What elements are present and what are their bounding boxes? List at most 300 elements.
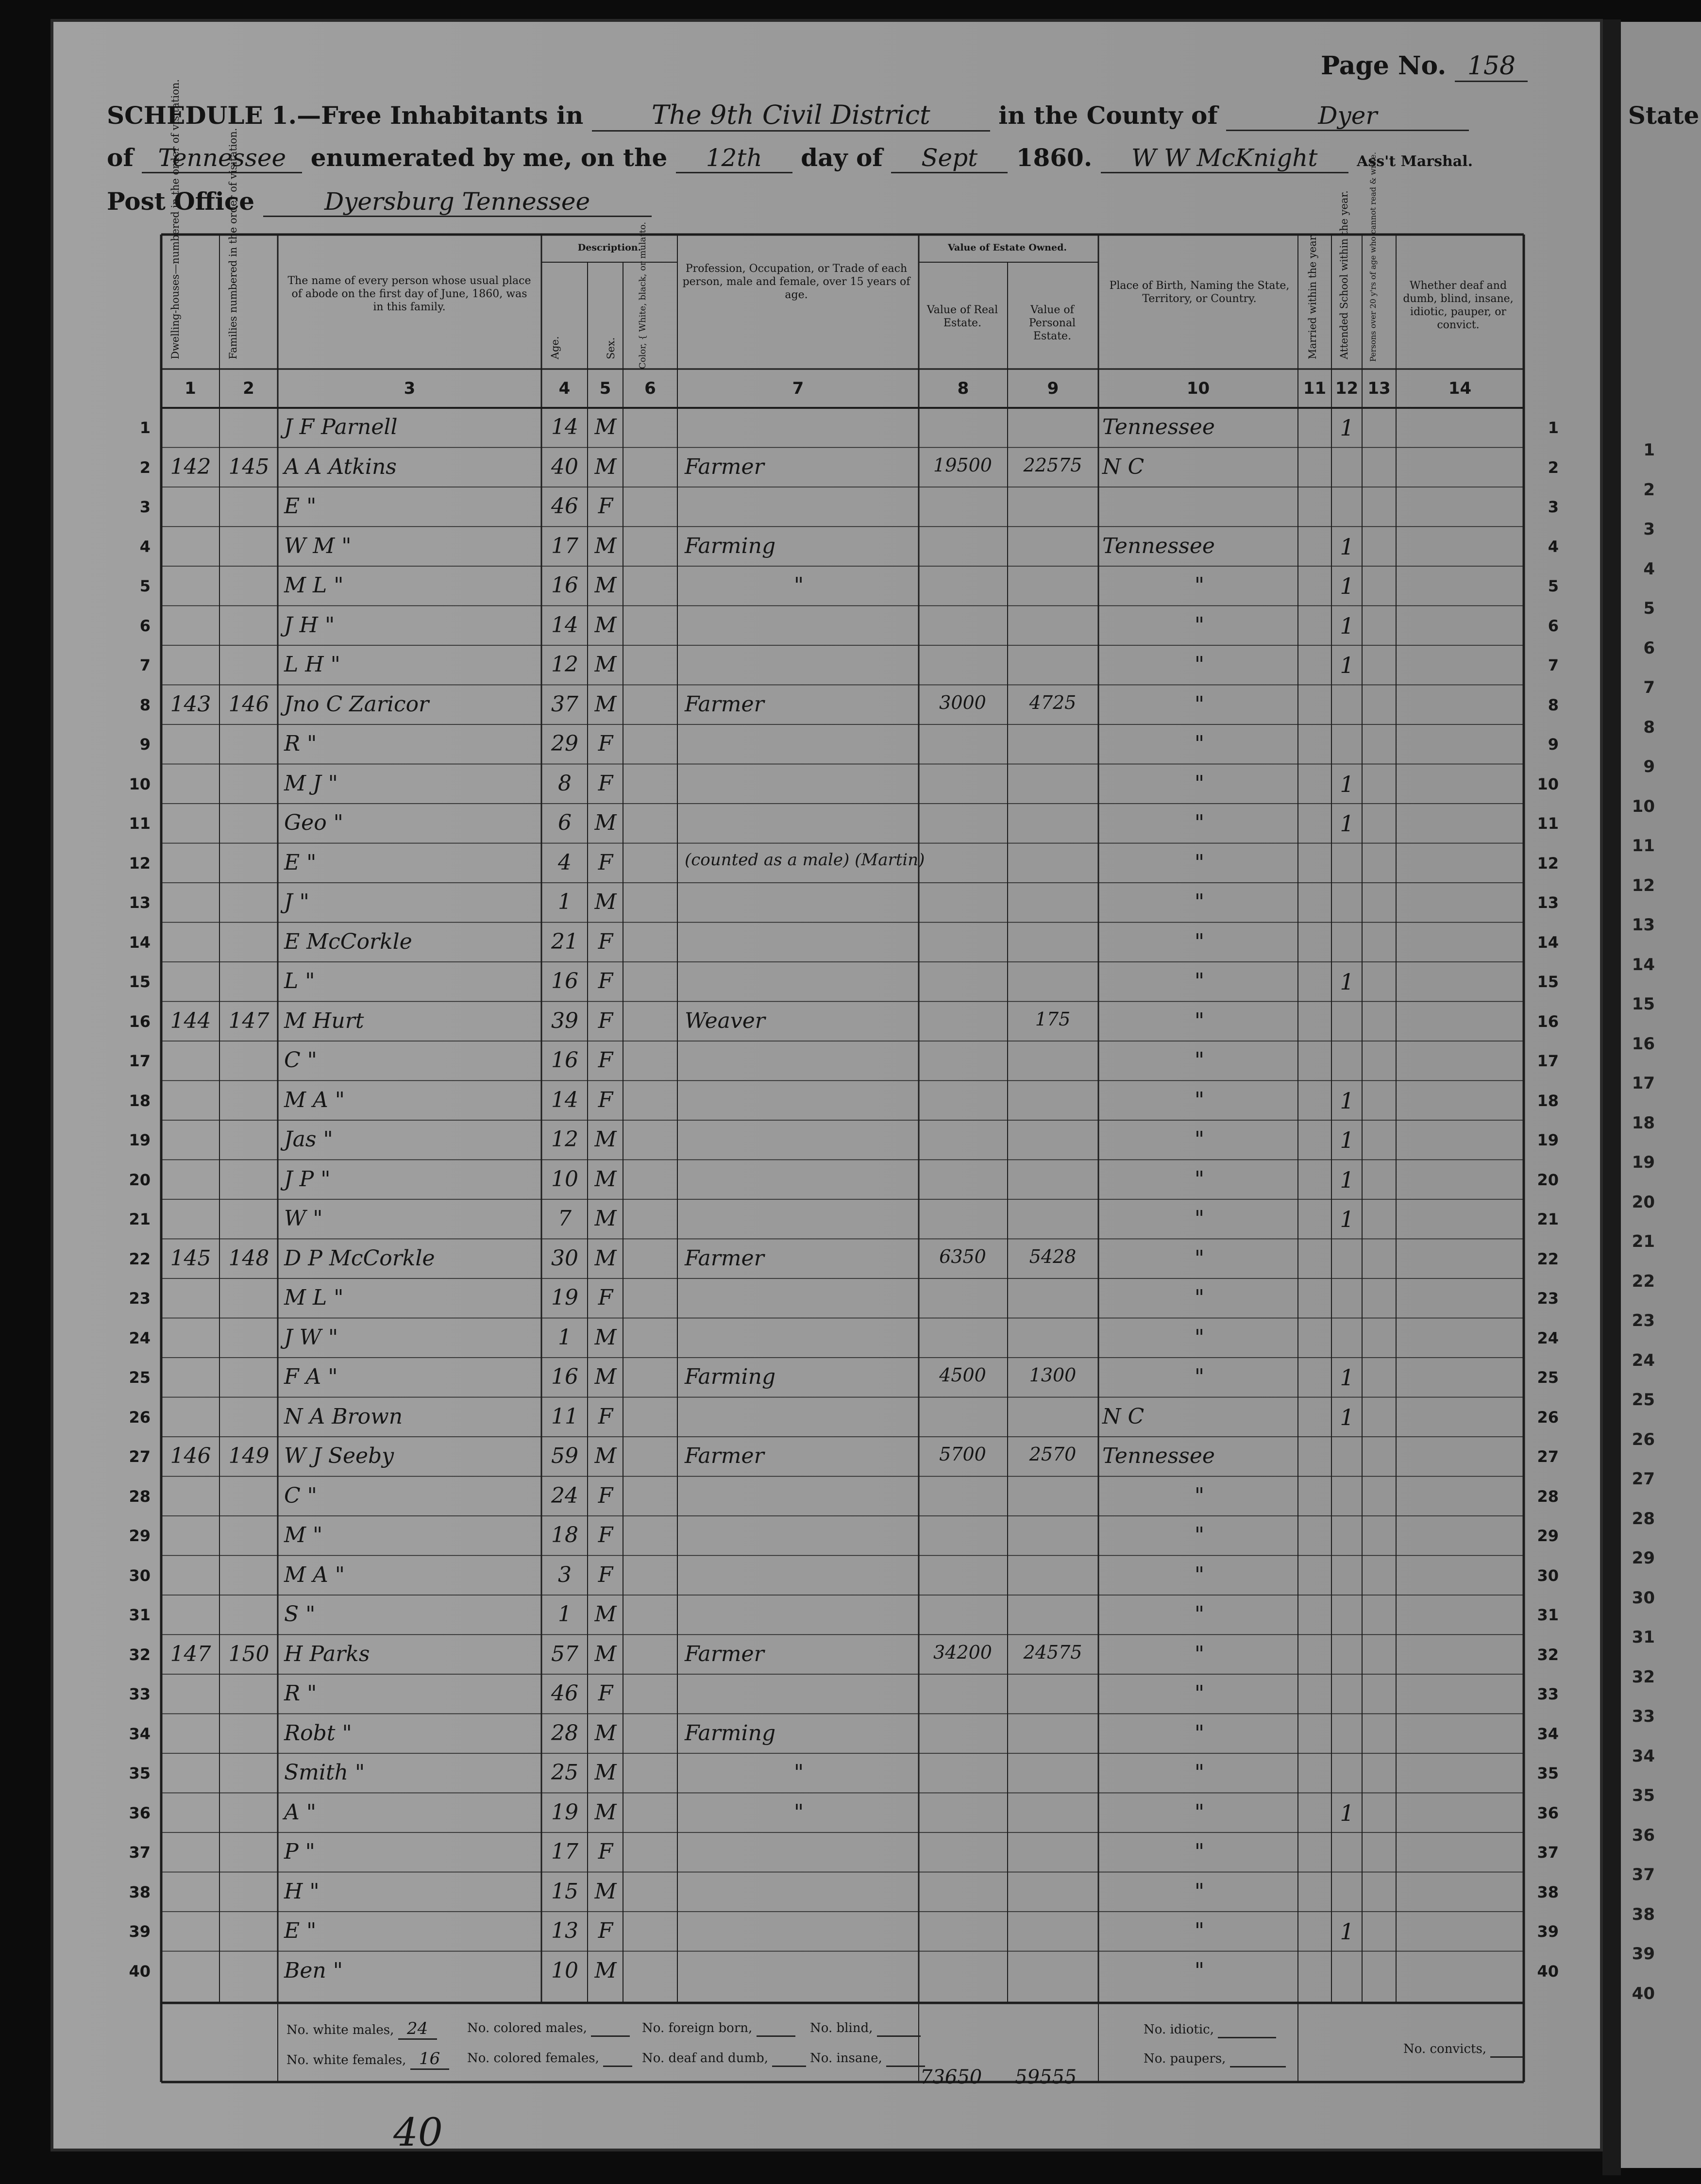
person-name: W M ": [284, 533, 352, 558]
person-name: Robt ": [284, 1720, 352, 1746]
sex: F: [598, 1562, 613, 1587]
person-name: M L ": [284, 573, 344, 598]
colored-males-label: No. colored males,: [467, 2021, 587, 2035]
adjacent-line-number: 20: [1632, 1192, 1655, 1212]
birthplace: ": [1194, 1839, 1205, 1864]
line-number-right: 1: [1548, 419, 1559, 437]
dwelling-number: 146: [170, 1444, 211, 1468]
age: 17: [551, 533, 578, 558]
adjacent-line-number: 28: [1632, 1509, 1655, 1529]
birthplace: Tennessee: [1102, 415, 1215, 439]
line-number-right: 11: [1537, 814, 1559, 833]
person-name: F A ": [284, 1364, 338, 1389]
birthplace: N C: [1102, 1404, 1145, 1429]
column-number: 6: [644, 379, 656, 398]
line-number-left: 25: [129, 1368, 151, 1387]
birthplace: ": [1194, 969, 1205, 993]
white-females-label: No. white females,: [286, 2053, 406, 2067]
real-estate-value: 6350: [939, 1245, 986, 1267]
line-number-left: 19: [129, 1131, 151, 1149]
sex: M: [594, 1799, 617, 1825]
column-number: 8: [957, 379, 969, 398]
birthplace: ": [1194, 890, 1205, 914]
age: 14: [551, 612, 578, 638]
sex: M: [594, 691, 617, 717]
sex: F: [598, 969, 613, 993]
col-header-color: Color, { White, black, or mulatto.: [638, 221, 648, 369]
person-name: E ": [284, 850, 317, 875]
sex: M: [594, 415, 617, 439]
column-number: 3: [404, 379, 416, 398]
col-header-married: Married within the year.: [1307, 233, 1318, 359]
line-number-right: 16: [1537, 1012, 1559, 1031]
line-number-right: 7: [1548, 656, 1559, 674]
sex: M: [594, 1760, 617, 1785]
column-number: 10: [1186, 379, 1210, 398]
age: 12: [551, 1127, 578, 1152]
line-number-right: 15: [1537, 973, 1559, 991]
person-name: J F Parnell: [284, 415, 398, 439]
sex: F: [598, 929, 613, 954]
personal-estate-value: 22575: [1023, 454, 1082, 476]
white-males-value: 24: [398, 2019, 437, 2040]
birthplace: ": [1194, 1681, 1205, 1706]
attended-school-mark: 1: [1340, 1404, 1354, 1430]
birthplace: ": [1194, 1799, 1205, 1825]
attended-school-mark: 1: [1340, 1087, 1354, 1114]
marshal-label: Ass't Marshal.: [1357, 153, 1473, 170]
sex: F: [598, 1918, 613, 1943]
birthplace: Tennessee: [1102, 1444, 1215, 1468]
birthplace: ": [1194, 1206, 1205, 1231]
convicts-label: No. convicts,: [1403, 2042, 1487, 2056]
line-number-right: 33: [1537, 1685, 1559, 1703]
margin-note: 40: [393, 2110, 443, 2155]
col-header-disability: Whether deaf and dumb, blind, insane, idiotic, pauper, or convict.: [1403, 280, 1514, 331]
line-number-right: 32: [1537, 1645, 1559, 1664]
col-header-school: Attended School within the year.: [1338, 190, 1350, 359]
age: 3: [558, 1562, 572, 1587]
occupation: Farming: [685, 1364, 776, 1389]
age: 14: [551, 415, 578, 439]
adjacent-line-number: 3: [1643, 520, 1655, 539]
line-number-right: 14: [1537, 933, 1559, 952]
birthplace: ": [1194, 1562, 1205, 1587]
age: 15: [551, 1879, 578, 1904]
line-number-right: 30: [1537, 1566, 1559, 1585]
year-label: 1860.: [1016, 143, 1093, 172]
line-number-left: 4: [139, 537, 151, 556]
birthplace: N C: [1102, 454, 1145, 479]
occupation: ": [793, 1799, 804, 1825]
sex: M: [594, 454, 617, 479]
white-females-line: [286, 2049, 449, 2070]
person-name: M L ": [284, 1285, 344, 1310]
line-number-left: 29: [129, 1527, 151, 1545]
line-number-right: 12: [1537, 854, 1559, 873]
adjacent-line-number: 19: [1632, 1153, 1655, 1172]
birthplace: ": [1194, 929, 1205, 954]
occupation: Farmer: [685, 454, 764, 479]
line-number-right: 37: [1537, 1843, 1559, 1862]
age: 1: [558, 1602, 572, 1627]
sex: F: [598, 1087, 613, 1112]
idiotic-line: [1144, 2022, 1276, 2038]
sex: M: [594, 1245, 617, 1271]
age: 25: [551, 1760, 578, 1785]
person-name: M A ": [284, 1562, 345, 1587]
line-number-left: 23: [129, 1289, 151, 1308]
birthplace: ": [1194, 1087, 1205, 1112]
line-number-left: 2: [139, 458, 151, 477]
sex: M: [594, 1879, 617, 1904]
age: 1: [558, 1325, 572, 1350]
birthplace: Tennessee: [1102, 533, 1215, 558]
column-number: 7: [792, 379, 804, 398]
line-number-right: 2: [1548, 458, 1559, 477]
line-number-left: 36: [129, 1803, 151, 1822]
colored-females-label: No. colored females,: [467, 2051, 599, 2066]
line-number-right: 13: [1537, 893, 1559, 912]
person-name: C ": [284, 1048, 317, 1073]
person-name: R ": [284, 731, 317, 756]
birthplace: ": [1194, 573, 1205, 598]
person-name: L H ": [284, 652, 340, 677]
attended-school-mark: 1: [1340, 1364, 1354, 1391]
civil-district-value: The 9th Civil District: [592, 100, 990, 132]
age: 4: [558, 850, 572, 875]
insane-label: No. insane,: [810, 2051, 882, 2066]
birthplace: ": [1194, 1285, 1205, 1310]
dwelling-number: 144: [170, 1008, 211, 1033]
day-of-label: day of: [801, 143, 883, 172]
col-header-name: The name of every person whose usual place of abode on the first day of June, 1860, was in this family.: [287, 275, 531, 313]
birthplace: ": [1194, 652, 1205, 677]
occupation: Farming: [685, 1720, 776, 1746]
occupation: (counted as a male) (Martin): [685, 850, 925, 870]
sex: M: [594, 1444, 617, 1468]
adjacent-line-number: 15: [1632, 994, 1655, 1014]
birthplace: ": [1194, 1523, 1205, 1547]
line-number-right: 20: [1537, 1170, 1559, 1189]
line-number-right: 26: [1537, 1408, 1559, 1427]
adjacent-line-number: 17: [1632, 1074, 1655, 1093]
deaf-dumb-label: No. deaf and dumb,: [642, 2051, 768, 2066]
adjacent-line-number: 18: [1632, 1113, 1655, 1133]
personal-estate-total: 59555: [1015, 2066, 1077, 2088]
col-header-illiterate: Persons over 20 y'rs of age who cannot read & write.: [1368, 151, 1378, 362]
line-number-left: 12: [129, 854, 151, 873]
adjacent-line-number: 32: [1632, 1667, 1655, 1687]
line-number-left: 31: [129, 1606, 151, 1624]
person-name: M A ": [284, 1087, 345, 1112]
line-number-left: 20: [129, 1170, 151, 1189]
occupation: Weaver: [685, 1008, 765, 1033]
adjacent-line-number: 13: [1632, 915, 1655, 935]
attended-school-mark: 1: [1340, 969, 1354, 995]
family-number: 145: [228, 454, 269, 479]
line-number-right: 10: [1537, 774, 1559, 793]
sex: M: [594, 1641, 617, 1666]
attended-school-mark: 1: [1340, 652, 1354, 678]
line-number-left: 13: [129, 893, 151, 912]
day-value: 12th: [676, 144, 792, 173]
col-header-dwelling: [169, 248, 182, 359]
real-estate-total: 73650: [920, 2066, 982, 2088]
age: 21: [551, 929, 578, 954]
age: 46: [551, 1681, 578, 1706]
real-estate-value: 34200: [933, 1641, 992, 1663]
person-name: S ": [284, 1602, 316, 1627]
adjacent-line-number: 31: [1632, 1628, 1655, 1647]
adjacent-line-number: 36: [1632, 1825, 1655, 1845]
line-number-right: 27: [1537, 1447, 1559, 1466]
adjacent-line-number: 12: [1632, 875, 1655, 895]
adjacent-line-number: 38: [1632, 1904, 1655, 1924]
age: 40: [551, 454, 578, 479]
adjacent-line-number: 7: [1643, 678, 1655, 697]
person-name: Geo ": [284, 810, 343, 835]
birthplace: ": [1194, 1364, 1205, 1389]
blind-line: [810, 2021, 921, 2037]
deaf-dumb-line: [642, 2051, 806, 2067]
column-number: 4: [558, 379, 571, 398]
column-number: 13: [1367, 379, 1391, 398]
line-number-right: 36: [1537, 1803, 1559, 1822]
personal-estate-value: 4725: [1029, 691, 1077, 713]
line-number-left: 3: [139, 498, 151, 516]
personal-estate-value: 175: [1035, 1008, 1071, 1030]
col-header-family: [227, 248, 240, 359]
line-number-left: 38: [129, 1882, 151, 1901]
line-number-right: 39: [1537, 1922, 1559, 1941]
person-name: E McCorkle: [284, 929, 412, 954]
dwelling-number: 142: [170, 454, 211, 479]
line-number-left: 8: [139, 695, 151, 714]
adjacent-line-number: 26: [1632, 1429, 1655, 1449]
convicts-line: [1403, 2042, 1524, 2058]
line-number-left: 37: [129, 1843, 151, 1862]
line-number-right: 38: [1537, 1882, 1559, 1901]
attended-school-mark: 1: [1340, 533, 1354, 560]
adjacent-line-number: 39: [1632, 1944, 1655, 1964]
month-value: Sept: [891, 144, 1008, 173]
adjacent-line-number: 25: [1632, 1390, 1655, 1410]
line-number-right: 19: [1537, 1131, 1559, 1149]
line-number-left: 21: [129, 1210, 151, 1228]
sex: M: [594, 1364, 617, 1389]
column-number: 1: [185, 379, 196, 398]
line-number-right: 31: [1537, 1606, 1559, 1624]
paupers-label: No. paupers,: [1144, 2051, 1226, 2066]
paupers-line: [1144, 2051, 1286, 2067]
age: 30: [551, 1245, 578, 1271]
blind-label: No. blind,: [810, 2021, 873, 2035]
line-number-right: 34: [1537, 1724, 1559, 1743]
age: 8: [558, 771, 572, 796]
person-name: M Hurt: [284, 1008, 364, 1033]
adjacent-line-number: 4: [1643, 559, 1655, 579]
sex: M: [594, 1602, 617, 1627]
sex: M: [594, 1206, 617, 1231]
column-number: 5: [599, 379, 611, 398]
person-name: C ": [284, 1483, 317, 1508]
adjacent-line-number: 11: [1632, 836, 1655, 856]
attended-school-mark: 1: [1340, 612, 1354, 639]
personal-estate-value: 5428: [1029, 1245, 1077, 1267]
adjacent-line-number: 10: [1632, 796, 1655, 816]
column-number: 12: [1335, 379, 1359, 398]
adjacent-line-number: 33: [1632, 1707, 1655, 1726]
white-males-label: No. white males,: [286, 2023, 394, 2037]
line-number-right: 28: [1537, 1487, 1559, 1506]
line-number-right: 25: [1537, 1368, 1559, 1387]
colored-females-line: [467, 2051, 632, 2067]
column-number: 9: [1047, 379, 1059, 398]
occupation: ": [793, 1760, 804, 1785]
sex: F: [598, 1008, 613, 1033]
attended-school-mark: 1: [1340, 771, 1354, 797]
age: 59: [551, 1444, 578, 1468]
adjacent-line-number: 6: [1643, 638, 1655, 658]
age: 24: [551, 1483, 578, 1508]
occupation: ": [793, 573, 804, 598]
birthplace: ": [1194, 1127, 1205, 1152]
state-label: State: [1628, 101, 1700, 130]
age: 57: [551, 1641, 578, 1666]
person-name: Jas ": [284, 1127, 333, 1152]
colored-males-line: [467, 2021, 630, 2037]
birthplace: ": [1194, 771, 1205, 796]
col-header-occupation: Profession, Occupation, or Trade of each person, male and female, over 15 years of age.: [682, 263, 910, 301]
line-number-left: 11: [129, 814, 151, 833]
age: 16: [551, 969, 578, 993]
col-header-birthplace: Place of Birth, Naming the State, Territory, or Country.: [1109, 280, 1290, 305]
age: 16: [551, 1364, 578, 1389]
adjacent-line-number: 21: [1632, 1232, 1655, 1251]
line-number-left: 6: [139, 616, 151, 635]
sex: F: [598, 1681, 613, 1706]
age: 7: [558, 1206, 572, 1231]
person-name: A ": [284, 1799, 316, 1825]
occupation: Farming: [685, 533, 776, 558]
line-number-right: 3: [1548, 498, 1559, 516]
adjacent-line-number: 5: [1643, 599, 1655, 618]
post-office-value: Dyersburg Tennessee: [263, 187, 652, 217]
sex: M: [594, 810, 617, 835]
page-number-value: 158: [1455, 51, 1528, 82]
adjacent-line-number: 24: [1632, 1350, 1655, 1370]
line-number-right: 35: [1537, 1764, 1559, 1782]
insane-line: [810, 2051, 925, 2067]
birthplace: ": [1194, 850, 1205, 875]
line-number-left: 27: [129, 1447, 151, 1466]
person-name: N A Brown: [284, 1404, 403, 1429]
line-number-left: 14: [129, 933, 151, 952]
line-number-right: 17: [1537, 1052, 1559, 1070]
sex: F: [598, 1404, 613, 1429]
person-name: W ": [284, 1206, 323, 1231]
adjacent-line-number: 40: [1632, 1983, 1655, 2003]
sex: M: [594, 1325, 617, 1350]
birthplace: ": [1194, 1641, 1205, 1666]
sex: M: [594, 612, 617, 638]
birthplace: ": [1194, 1918, 1205, 1943]
birthplace: ": [1194, 1483, 1205, 1508]
birthplace: ": [1194, 1166, 1205, 1192]
family-number: 148: [228, 1245, 269, 1271]
sex: M: [594, 1166, 617, 1192]
line-number-right: 40: [1537, 1962, 1559, 1981]
attended-school-mark: 1: [1340, 1918, 1354, 1945]
attended-school-mark: 1: [1340, 810, 1354, 837]
occupation: Farmer: [685, 1641, 764, 1666]
foreign-born-label: No. foreign born,: [642, 2021, 753, 2035]
sex: F: [598, 1523, 613, 1547]
of-label: of: [107, 143, 134, 172]
birthplace: ": [1194, 1602, 1205, 1627]
age: 39: [551, 1008, 578, 1033]
line-number-left: 16: [129, 1012, 151, 1031]
marshal-name: W W McKnight: [1101, 144, 1348, 173]
line-number-right: 22: [1537, 1249, 1559, 1268]
line-number-right: 9: [1548, 735, 1559, 754]
person-name: L ": [284, 969, 315, 993]
age: 11: [551, 1404, 578, 1429]
person-name: E ": [284, 494, 317, 519]
adjacent-line-number: 2: [1643, 480, 1655, 500]
sex: F: [598, 850, 613, 875]
line-number-left: 28: [129, 1487, 151, 1506]
birthplace: ": [1194, 1760, 1205, 1785]
page-number-label: Page No.: [1321, 51, 1447, 81]
person-name: E ": [284, 1918, 317, 1943]
line-number-left: 39: [129, 1922, 151, 1941]
adjacent-line-number: 29: [1632, 1548, 1655, 1568]
adjacent-line-number: 8: [1643, 717, 1655, 737]
attended-school-mark: 1: [1340, 1166, 1354, 1193]
adjacent-line-number: 9: [1643, 757, 1655, 776]
person-name: Smith ": [284, 1760, 365, 1785]
attended-school-mark: 1: [1340, 1799, 1354, 1826]
birthplace: ": [1194, 691, 1205, 717]
person-name: J W ": [284, 1325, 338, 1350]
line-number-left: 30: [129, 1566, 151, 1585]
line-number-left: 34: [129, 1724, 151, 1743]
age: 28: [551, 1720, 578, 1746]
sex: F: [598, 1285, 613, 1310]
birthplace: ": [1194, 1048, 1205, 1073]
sex: F: [598, 1483, 613, 1508]
line-number-right: 23: [1537, 1289, 1559, 1308]
age: 1: [558, 890, 572, 914]
age: 14: [551, 1087, 578, 1112]
col-header-real-estate: Value of Real Estate.: [926, 304, 998, 329]
line-number-left: 17: [129, 1052, 151, 1070]
state-value: Tennessee: [142, 144, 302, 173]
line-number-right: 18: [1537, 1091, 1559, 1110]
birthplace: ": [1194, 1879, 1205, 1904]
personal-estate-value: 24575: [1023, 1641, 1082, 1663]
age: 6: [558, 810, 572, 835]
age: 19: [551, 1799, 578, 1825]
real-estate-value: 5700: [939, 1444, 986, 1465]
line-number-left: 40: [129, 1962, 151, 1981]
occupation: Farmer: [685, 1444, 764, 1468]
line-number-left: 7: [139, 656, 151, 674]
column-number: 11: [1303, 379, 1327, 398]
occupation: Farmer: [685, 1245, 764, 1271]
